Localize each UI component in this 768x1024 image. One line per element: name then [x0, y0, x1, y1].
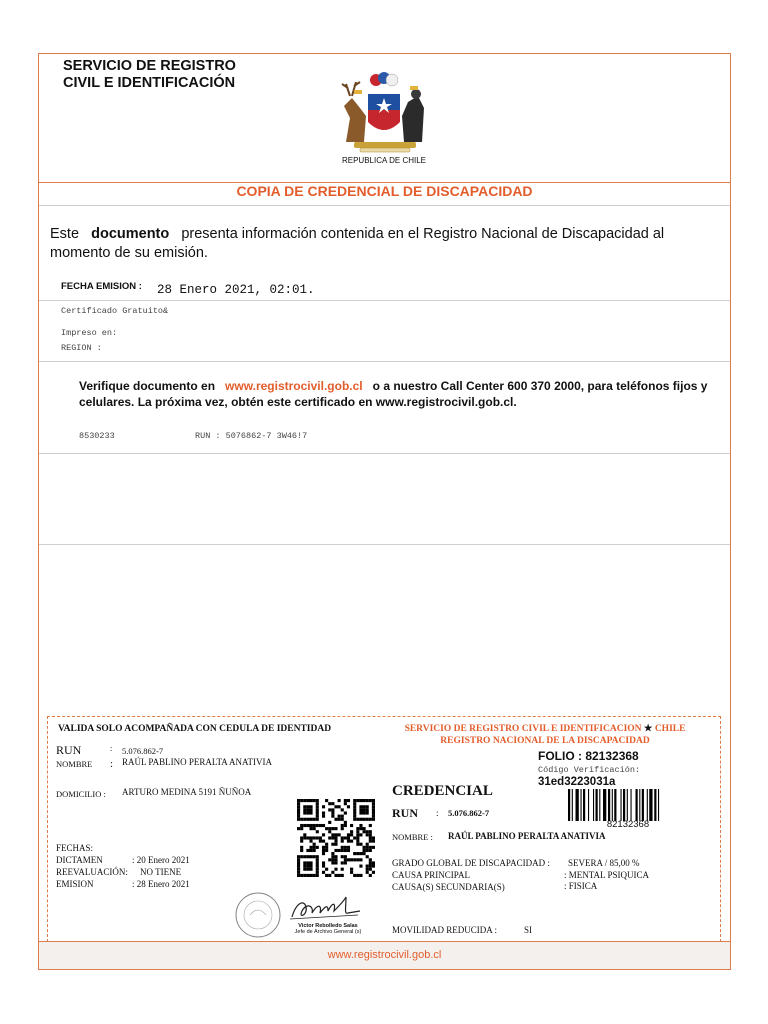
signatory: Victor Rebolledo Salas Jefe de Archivo General (s) — [294, 923, 362, 935]
causa-principal-label: CAUSA PRINCIPAL — [392, 870, 470, 880]
organization-name: SERVICIO DE REGISTRO CIVIL E IDENTIFICACIÓN — [63, 58, 236, 91]
movilidad-value: SI — [524, 925, 533, 935]
reevaluacion-label: REEVALUACIÓN: — [56, 867, 128, 877]
footer-link[interactable]: www.registrocivil.gob.cl — [327, 949, 442, 961]
causas-secundarias-value: : FISICA — [564, 881, 598, 891]
barcode-number: 82132368 — [606, 819, 650, 830]
document-title: COPIA DE CREDENCIAL DE DISCAPACIDAD — [236, 183, 533, 199]
domicilio-label: DOMICILIO : — [56, 789, 106, 799]
run-value: 5.076.862-7 — [122, 746, 164, 756]
barcode-icon — [568, 789, 688, 821]
signature-icon — [288, 893, 364, 925]
section-divider-1 — [39, 453, 730, 454]
nombre-colon: : — [110, 758, 114, 770]
credential-nombre-label: NOMBRE : — [392, 832, 433, 842]
coat-of-arms-icon — [332, 72, 436, 154]
folio-number: FOLIO : 82132368 — [538, 749, 639, 763]
valida-text: VALIDA SOLO ACOMPAÑADA CON CEDULA DE IDENTIDAD — [58, 724, 332, 734]
fechas-label: FECHAS: — [56, 843, 94, 853]
grado-label: GRADO GLOBAL DE DISCAPACIDAD : — [392, 858, 550, 868]
emission-date-label: FECHA EMISION : — [61, 281, 142, 292]
reevaluacion-value: NO TIENE — [140, 867, 182, 877]
credencial-heading: CREDENCIAL — [392, 783, 493, 799]
emission-date-value: 28 Enero 2021, 02:01. — [157, 283, 315, 297]
movilidad-label: MOVILIDAD REDUCIDA : — [392, 925, 497, 935]
emission-divider — [39, 300, 730, 301]
credential-run-value: 5.076.862-7 — [448, 808, 490, 818]
credential-run-colon: : — [436, 808, 439, 818]
emision-value: : 28 Enero 2021 — [132, 879, 190, 889]
section-divider-2 — [39, 544, 730, 545]
verification-code-value: 31ed3223031a — [538, 776, 616, 788]
star-icon: ★ — [643, 724, 653, 734]
republic-label: REPUBLICA DE CHILE — [341, 156, 427, 165]
credential-run-label: RUN — [392, 806, 418, 820]
run-label: RUN — [56, 743, 82, 757]
region-divider — [39, 361, 730, 362]
official-seal-icon — [234, 891, 282, 939]
credential-nombre-value: RAÚL PABLINO PERALTA ANATIVIA — [448, 831, 606, 841]
nombre-value: RAÚL PABLINO PERALTA ANATIVIA — [122, 757, 273, 767]
dictamen-label: DICTAMEN — [56, 855, 103, 865]
domicilio-value: ARTURO MEDINA 5191 ÑUÑOA — [122, 787, 252, 797]
document-code: 8530233 — [79, 431, 115, 441]
grado-value: SEVERA / 85,00 % — [568, 858, 640, 868]
run-colon: : — [110, 744, 113, 753]
region-text: REGION : — [61, 343, 102, 353]
registro-link[interactable]: www.registrocivil.gob.cl — [225, 379, 363, 393]
credential-org-line1: SERVICIO DE REGISTRO CIVIL E IDENTIFICACION ★ CHILE — [404, 724, 686, 734]
impreso-text: Impreso en: — [61, 328, 118, 338]
qr-code-icon — [297, 799, 375, 877]
run-code: RUN : 5076862-7 3W46!7 — [195, 431, 308, 441]
causa-principal-value: : MENTAL PSIQUICA — [564, 870, 649, 880]
dictamen-value: : 20 Enero 2021 — [132, 855, 190, 865]
nombre-label: NOMBRE — [56, 759, 93, 769]
certificado-text: Certificado Gratuito& — [61, 306, 169, 316]
emision-label: EMISION — [56, 879, 94, 889]
causas-secundarias-label: CAUSA(S) SECUNDARIA(S) — [392, 882, 505, 892]
intro-text: Este documento presenta información contenida en el Registro Nacional de Discapacidad al momento de su emisión. — [50, 226, 665, 261]
document-frame — [38, 53, 731, 970]
disability-credential — [47, 716, 721, 942]
title-divider — [39, 205, 730, 206]
verification-code-label: Código Verificación: — [538, 765, 641, 775]
verify-text: Verifique documento en www.registrocivil.gob.cl o a nuestro Call Center 600 370 2000, para teléfonos fijos y celulares. La próxima vez, obtén este certificado en www.registrocivil.gob.cl. — [79, 379, 708, 409]
credential-org-line2: REGISTRO NACIONAL DE LA DISCAPACIDAD — [440, 736, 650, 746]
footer — [39, 941, 730, 969]
